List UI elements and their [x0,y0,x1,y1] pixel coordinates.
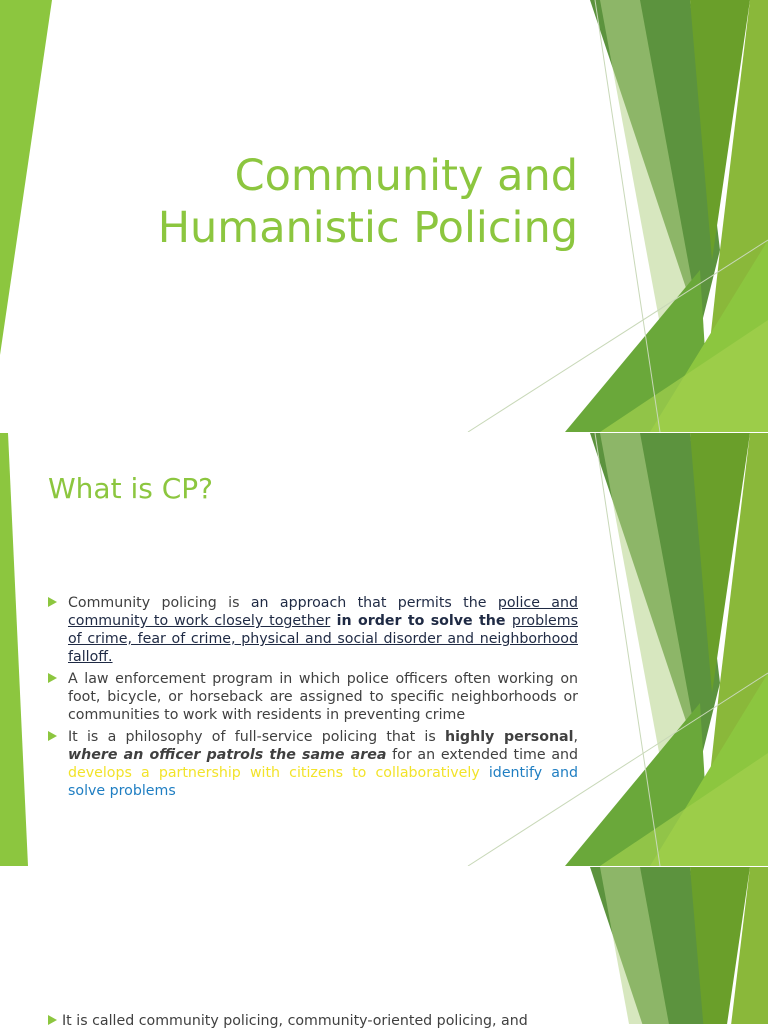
bullet-arrow-icon [48,597,57,607]
title-line-1: Community and [234,151,578,201]
title-slide [0,0,768,432]
bullet-arrow-icon [48,731,57,741]
bullet-list [48,594,578,804]
slide-title [78,150,578,254]
slide-decoration [0,867,768,1024]
list-item: It is a philosophy of full-service policing that is highly personal, where an officer patrols the same area for an extended time and develops a partnership with citizens to collaboratively identify and solve problems [48,728,578,800]
list-item: A law enforcement program in which police officers often working on foot, bicycle, or horseback are assigned to specific neighborhoods or communities to work with residents in preventing crime [48,670,578,724]
left-green-sliver [0,0,52,355]
title-line-2: Humanistic Policing [157,203,578,253]
left-green-sliver [0,433,28,866]
bullet-arrow-icon [48,673,57,683]
list-item: It is called community policing, community-oriented policing, and [48,1012,578,1030]
slide-heading: What is CP? [48,472,214,505]
list-item: Community policing is an approach that permits the police and community to work closely together in order to solve the problems of crime, fear of crime, physical and social disorder and neighborhood falloff. [48,594,578,666]
bullet-list-partial [48,1012,578,1034]
content-slide-partial [0,867,768,1024]
